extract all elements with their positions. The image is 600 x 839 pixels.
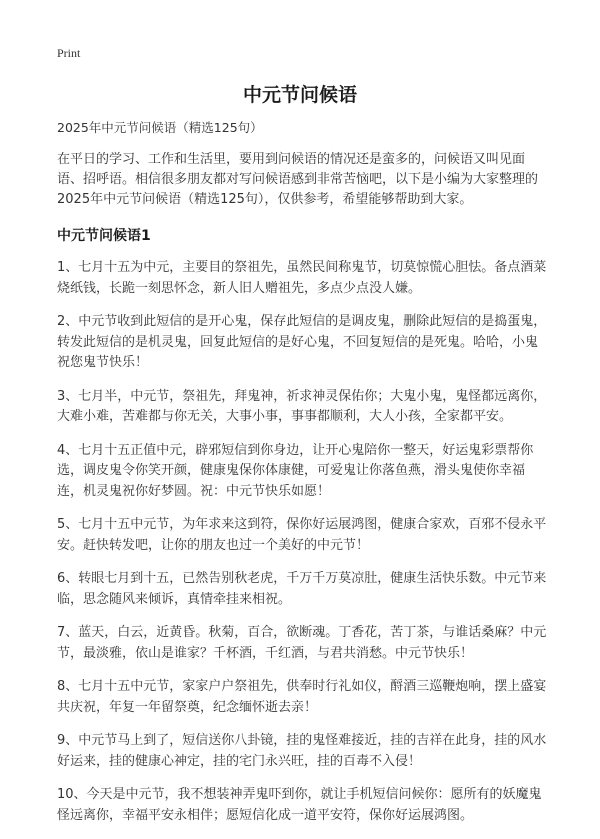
greeting-item: 3、七月半，中元节，祭祖先，拜鬼神，祈求神灵保佑你；大鬼小鬼，鬼怪都远离你，大难小难，苦难都与你无关，大事小事，事事都顺利，大人小孩，全家都平安。 <box>57 388 547 424</box>
page-title: 中元节问候语 <box>242 84 357 106</box>
greeting-item: 9、中元节马上到了，短信送你八卦镜，挂的鬼怪难接近，挂的吉祥在此身，挂的风水好运来，挂的健康心神定，挂的宅门永兴旺，挂的百毒不入侵！ <box>57 733 547 769</box>
article-body <box>57 119 549 839</box>
greeting-item: 4、七月十五正值中元，辟邪短信到你身边，让开心鬼陪你一整天，好运鬼彩票帮你选，调皮鬼令你笑开颜，健康鬼保你体康健，可爱鬼让你落鱼燕，滑头鬼使你幸福连，机灵鬼祝你好梦圆。祝：中元节快乐如愿！ <box>57 442 534 499</box>
print-link[interactable]: Print <box>57 46 81 60</box>
greeting-item: 5、七月十五中元节，为年求来这到符，保你好运展鸿图，健康合家欢，百邪不侵永平安。赶快转发吧，让你的朋友也过一个美好的中元节！ <box>57 517 547 553</box>
greeting-item: 8、七月十五中元节，家家户户祭祖先，供奉时行礼如仪，酹酒三巡鞭炮响，摆上盛宴共庆祝，年复一年留祭奠，纪念缅怀逝去亲！ <box>57 679 547 715</box>
greeting-item: 1、七月十五为中元，主要目的祭祖先，虽然民间称鬼节，切莫惊慌心胆怯。备点酒菜烧纸钱，长跪一刻思怀念，新人旧人赠祖先，多点少点没人嫌。 <box>57 260 547 296</box>
greeting-item: 7、蓝天，白云，近黄昏。秋菊，百合，欲断魂。丁香花，苦丁茶，与谁话桑麻？中元节，最淡雅，依山是谁家？千杯酒，千红酒，与君共消愁。中元节快乐！ <box>57 625 547 661</box>
section-heading: 中元节问候语1 <box>57 228 151 244</box>
intro-paragraph: 在平日的学习、工作和生活里，要用到问候语的情况还是蛮多的，问候语又叫见面语、招呼语。相信很多朋友都对写问候语感到非常苦恼吧，以下是小编为大家整理的2025年中元节问候语（精选125句），仅供参考，希望能够帮助到大家。 <box>57 152 539 207</box>
article-subtitle: 2025年中元节问候语（精选125句） <box>57 120 263 135</box>
greeting-item: 2、中元节收到此短信的是开心鬼，保存此短信的是调皮鬼，删除此短信的是捣蛋鬼，转发此短信的是机灵鬼，回复此短信的是好心鬼，不回复短信的是死鬼。哈哈，小鬼祝您鬼节快乐！ <box>57 314 547 370</box>
greeting-item: 10、今天是中元节，我不想装神弄鬼吓到你，就让手机短信问候你：愿所有的妖魔鬼怪远离你，幸福平安永相伴；愿短信化成一道平安符，保你好运展鸿图。 <box>57 787 542 823</box>
greeting-item: 6、转眼七月到十五，已然告别秋老虎，千万千万莫凉肚，健康生活快乐数。中元节来临，思念随风来倾诉，真情牵挂来相祝。 <box>57 571 547 607</box>
greeting-list <box>57 258 549 826</box>
